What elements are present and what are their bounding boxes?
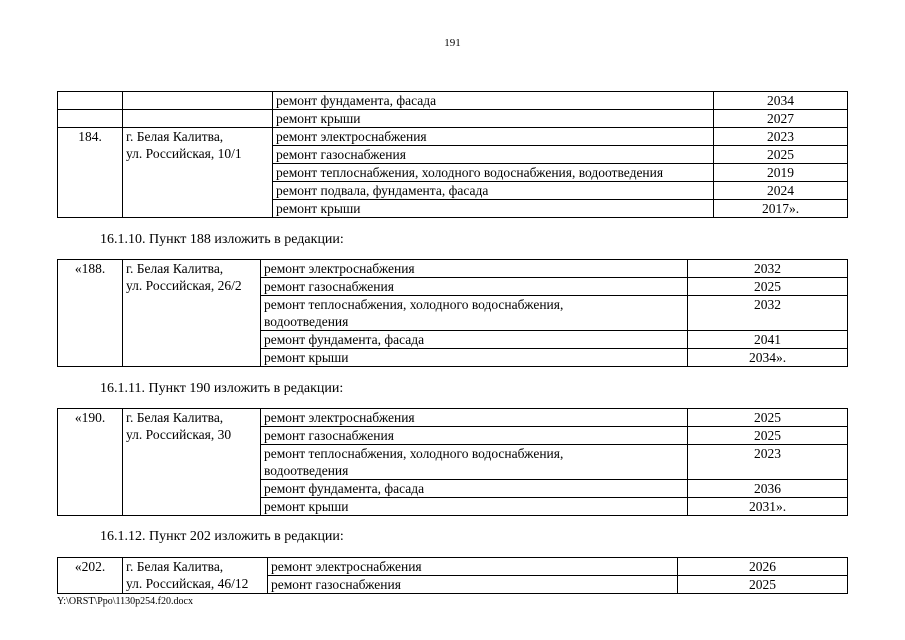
work-cell: ремонт теплоснабжения, холодного водоснабжения, водоотведения	[273, 164, 714, 182]
year-cell: 2023	[688, 445, 848, 480]
work-cell: ремонт газоснабжения	[268, 576, 678, 594]
table-row	[58, 260, 848, 278]
table-row	[58, 558, 848, 576]
work-cell: ремонт фундамента, фасада	[261, 480, 688, 498]
table-item-188	[57, 259, 848, 367]
page-number: 191	[444, 37, 461, 49]
work-cell: ремонт газоснабжения	[261, 278, 688, 296]
year-cell: 2032	[688, 260, 848, 278]
year-cell: 2025	[714, 146, 848, 164]
work-cell	[261, 296, 688, 331]
work-cell: ремонт электроснабжения	[261, 409, 688, 427]
item-number-cell	[58, 92, 123, 110]
table-row	[58, 128, 848, 146]
address-city: г. Белая Калитва,	[126, 129, 224, 144]
year-cell: 2017».	[714, 200, 848, 218]
table-item-190	[57, 408, 848, 516]
paragraph-item-202: 16.1.12. Пункт 202 изложить в редакции:	[100, 529, 344, 544]
year-cell: 2041	[688, 331, 848, 349]
address-city: г. Белая Калитва,	[126, 261, 224, 276]
work-cell: ремонт крыши	[261, 498, 688, 516]
year-cell: 2027	[714, 110, 848, 128]
year-cell: 2026	[678, 558, 848, 576]
year-cell: 2025	[678, 576, 848, 594]
work-cell: ремонт подвала, фундамента, фасада	[273, 182, 714, 200]
year-cell: 2023	[714, 128, 848, 146]
table-row	[58, 409, 848, 427]
work-cell: ремонт газоснабжения	[273, 146, 714, 164]
address-cell	[123, 92, 273, 110]
year-cell: 2031».	[688, 498, 848, 516]
address-street: ул. Российская, 26/2	[126, 278, 242, 293]
work-cell	[261, 445, 688, 480]
year-cell: 2034».	[688, 349, 848, 367]
year-cell: 2025	[688, 427, 848, 445]
address-street: ул. Российская, 10/1	[126, 146, 242, 161]
address-street: ул. Российская, 30	[126, 427, 232, 442]
work-line: водоотведения	[264, 463, 349, 478]
year-cell: 2036	[688, 480, 848, 498]
item-number-cell: «188.	[58, 260, 123, 367]
table-row	[58, 110, 848, 128]
address-city: г. Белая Калитва,	[126, 410, 224, 425]
year-cell: 2032	[688, 296, 848, 331]
table-item-202	[57, 557, 848, 594]
paragraph-item-188: 16.1.10. Пункт 188 изложить в редакции:	[100, 232, 344, 247]
work-cell: ремонт фундамента, фасада	[273, 92, 714, 110]
year-cell: 2034	[714, 92, 848, 110]
year-cell: 2025	[688, 409, 848, 427]
work-cell: ремонт электроснабжения	[261, 260, 688, 278]
work-cell: ремонт электроснабжения	[273, 128, 714, 146]
work-line: ремонт теплоснабжения, холодного водоснабжения,	[264, 297, 564, 312]
address-cell	[123, 110, 273, 128]
work-cell: ремонт электроснабжения	[268, 558, 678, 576]
year-cell: 2024	[714, 182, 848, 200]
item-number-cell: «190.	[58, 409, 123, 516]
work-line: водоотведения	[264, 314, 349, 329]
address-cell	[123, 128, 273, 218]
paragraph-item-190: 16.1.11. Пункт 190 изложить в редакции:	[100, 381, 344, 396]
work-cell: ремонт фундамента, фасада	[261, 331, 688, 349]
address-cell	[123, 409, 261, 516]
address-street: ул. Российская, 46/12	[126, 576, 249, 591]
work-cell: ремонт крыши	[273, 110, 714, 128]
work-cell: ремонт газоснабжения	[261, 427, 688, 445]
address-cell	[123, 260, 261, 367]
address-cell	[123, 558, 268, 594]
table-item-184	[57, 91, 848, 218]
year-cell: 2019	[714, 164, 848, 182]
item-number-cell	[58, 110, 123, 128]
table-row	[58, 92, 848, 110]
item-number-cell: 184.	[58, 128, 123, 218]
work-cell: ремонт крыши	[273, 200, 714, 218]
work-line: ремонт теплоснабжения, холодного водоснабжения,	[264, 446, 564, 461]
year-cell: 2025	[688, 278, 848, 296]
work-cell: ремонт крыши	[261, 349, 688, 367]
footer-file-path: Y:\ORST\Ppo\1130p254.f20.docx	[57, 596, 193, 607]
item-number-cell: «202.	[58, 558, 123, 594]
address-city: г. Белая Калитва,	[126, 559, 224, 574]
